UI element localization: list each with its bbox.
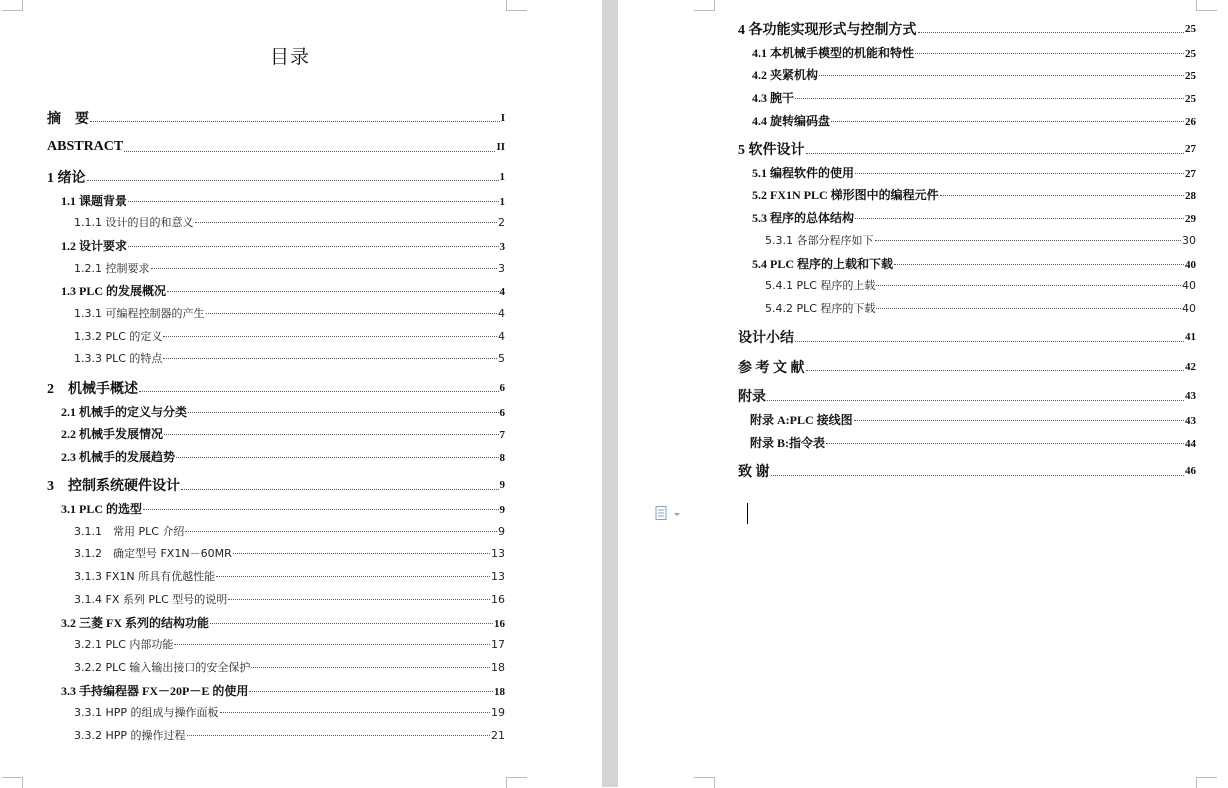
toc-entry-text: 4.3 腕干 [752,90,795,105]
paste-options-icon[interactable] [655,506,685,520]
toc-entry-page-number: 3 [499,240,505,253]
toc-entry-page-number: 8 [499,451,505,464]
toc-dot-leader [128,246,498,247]
toc-entry[interactable] [47,162,505,192]
toc-entry-text: 1.3.3 PLC 的特点 [74,352,163,366]
toc-entry-page-number: 4 [498,306,505,320]
toc-entry[interactable] [738,382,1196,412]
toc-entry[interactable] [47,682,505,705]
toc-dot-leader [806,370,1185,371]
toc-entry-text: ABSTRACT [47,139,124,155]
toc-entry-text: 1.3.1 可编程控制器的产生 [74,306,205,320]
toc-entry-text: 参 考 文 献 [738,360,805,376]
toc-entry-text: 1.3 PLC 的发展概况 [61,284,167,299]
toc-dot-leader [163,336,497,337]
toc-entry[interactable] [47,614,505,637]
toc-entry[interactable] [47,659,505,682]
toc-dot-leader [854,420,1184,421]
toc-entry-text: 致 谢 [738,465,770,481]
toc-entry[interactable] [738,209,1196,232]
toc-dot-leader [124,151,495,152]
toc-list-right [738,14,1196,486]
toc-entry-text: 4.2 夹紧机构 [752,68,819,83]
toc-entry-page-number: 9 [499,479,505,492]
toc-entry[interactable] [738,300,1196,323]
toc-entry[interactable] [738,14,1196,44]
toc-entry[interactable] [738,134,1196,164]
toc-entry-text: 3.3 手持编程器 FX－20P－E 的使用 [61,683,249,698]
toc-entry[interactable] [47,523,505,546]
toc-dot-leader [188,412,498,413]
toc-entry-page-number: 25 [1185,22,1196,35]
toc-entry[interactable] [738,323,1196,353]
toc-entry[interactable] [47,471,505,501]
toc-dot-leader [151,268,498,269]
toc-dot-leader [251,667,490,668]
toc-entry[interactable] [738,232,1196,255]
toc-entry[interactable] [738,112,1196,135]
toc-entry-text: 3 控制系统硬件设计 [47,479,180,495]
toc-entry-page-number: I [500,111,505,124]
toc-dot-leader [210,623,493,624]
toc-dot-leader [876,285,1181,286]
toc-entry-text: 5.3.1 各部分程序如下 [765,233,874,247]
toc-dot-leader [795,341,1184,342]
toc-entry[interactable] [738,411,1196,434]
toc-entry[interactable] [47,727,505,750]
toc-dot-leader [771,475,1185,476]
toc-entry[interactable] [47,568,505,591]
toc-entry[interactable] [47,403,505,426]
toc-entry[interactable] [738,44,1196,67]
toc-dot-leader [164,434,498,435]
toc-dot-leader [806,153,1185,154]
toc-entry-page-number: 46 [1185,465,1196,478]
toc-dot-leader [918,32,1185,33]
toc-entry-page-number: 44 [1185,437,1196,450]
toc-entry[interactable] [47,350,505,373]
toc-dot-leader [831,121,1184,122]
toc-entry[interactable] [47,704,505,727]
toc-entry-text: 3.2.1 PLC 内部功能 [74,638,174,652]
toc-entry-page-number: 26 [1185,115,1196,128]
toc-entry-text: 3.1 PLC 的选型 [61,502,143,517]
toc-entry-page-number: 6 [499,381,505,394]
toc-entry[interactable] [47,448,505,471]
page-corner-mark [506,777,527,788]
toc-dot-leader [128,201,498,202]
toc-entry-text: 设计小结 [738,331,794,347]
toc-dot-leader [228,599,490,600]
toc-entry-page-number: 1 [499,170,505,183]
toc-entry-text: 附录 [738,390,766,406]
toc-entry-text: 1.3.2 PLC 的定义 [74,329,163,343]
toc-entry-page-number: 9 [498,524,505,538]
toc-dot-leader [90,121,500,122]
toc-entry-page-number: 27 [1185,143,1196,155]
toc-entry[interactable] [47,133,505,163]
toc-entry-page-number: 42 [1185,360,1196,373]
toc-entry[interactable] [738,352,1196,382]
toc-entry[interactable] [47,591,505,614]
toc-entry[interactable] [47,237,505,260]
toc-dot-leader [206,313,498,314]
toc-entry-text: 5.2 FX1N PLC 梯形图中的编程元件 [752,188,939,203]
toc-dot-leader [187,735,490,736]
toc-entry-page-number: 5 [498,352,505,366]
toc-entry-text: 4.4 旋转编码盘 [752,113,831,128]
toc-entry-text: 3.2 三菱 FX 系列的结构功能 [61,615,209,630]
toc-dot-leader [216,576,490,577]
toc-entry[interactable] [738,456,1196,486]
toc-dot-leader [185,531,497,532]
toc-entry-page-number: 40 [1182,279,1196,293]
toc-entry[interactable] [47,500,505,523]
toc-entry[interactable] [47,260,505,283]
toc-dot-leader [163,358,497,359]
toc-entry-page-number: 16 [494,617,505,630]
toc-dot-leader [139,391,499,392]
toc-entry-page-number: 18 [491,660,505,674]
toc-entry-page-number: 25 [1185,47,1196,60]
page-corner-mark [694,0,715,11]
toc-entry-text: 3.1.4 FX 系列 PLC 型号的说明 [74,592,228,606]
page-corner-mark [1196,777,1217,788]
page-corner-mark [2,0,23,11]
toc-dot-leader [875,240,1182,241]
toc-entry-text: 1.2 设计要求 [61,238,128,253]
toc-entry[interactable] [738,186,1196,209]
toc-title: 目录 [269,47,310,68]
toc-entry[interactable] [47,103,505,133]
toc-entry-text: 5.4.2 PLC 程序的下载 [765,301,876,315]
toc-entry-text: 3.1.2 确定型号 FX1N－60MR [74,547,232,561]
toc-entry[interactable] [47,328,505,351]
toc-entry-text: 摘 要 [47,111,89,127]
toc-entry-page-number: 4 [498,329,505,343]
toc-entry-text: 2.1 机械手的定义与分类 [61,404,188,419]
toc-entry-text: 4.1 本机械手模型的机能和特性 [752,45,915,60]
toc-entry-page-number: 1 [499,195,505,208]
toc-dot-leader [176,457,498,458]
toc-entry[interactable] [47,545,505,568]
toc-dot-leader [855,173,1184,174]
toc-entry-page-number: 40 [1182,301,1196,315]
toc-entry-page-number: 30 [1182,233,1196,247]
toc-entry[interactable] [47,425,505,448]
toc-entry-page-number: 16 [491,592,505,606]
toc-entry-text: 2.3 机械手的发展趋势 [61,449,176,464]
toc-entry[interactable] [738,255,1196,278]
toc-entry-text: 5 软件设计 [738,143,805,158]
page-corner-mark [2,777,23,788]
toc-entry-page-number: 6 [499,406,505,419]
toc-entry-page-number: 25 [1185,70,1196,83]
toc-entry-page-number: 28 [1185,190,1196,203]
toc-dot-leader [87,180,499,181]
toc-entry-text: 3.1.1 常用 PLC 介绍 [74,524,185,538]
toc-entry[interactable] [738,89,1196,112]
page-gap [602,0,618,787]
toc-dot-leader [233,553,490,554]
toc-entry-page-number: II [496,141,505,154]
toc-entry-text: 5.4.1 PLC 程序的上载 [765,279,876,293]
toc-entry-text: 1 绪论 [47,170,86,186]
toc-dot-leader [167,291,498,292]
toc-entry[interactable] [47,636,505,659]
toc-dot-leader [915,53,1184,54]
page-corner-mark [506,0,527,11]
toc-dot-leader [174,644,490,645]
toc-entry-page-number: 21 [491,728,505,742]
toc-entry[interactable] [738,277,1196,300]
toc-dot-leader [181,489,499,490]
toc-entry-text: 附录 A:PLC 接线图 [750,413,853,428]
toc-entry-page-number: 18 [494,685,505,698]
toc-entry-page-number: 2 [498,216,505,230]
toc-entry[interactable] [738,66,1196,89]
toc-entry-page-number: 29 [1185,213,1196,226]
toc-dot-leader [795,98,1184,99]
toc-entry[interactable] [47,192,505,215]
toc-entry-text: 1.1 课题背景 [61,193,128,208]
toc-dot-leader [940,195,1184,196]
page-corner-mark [694,777,715,788]
toc-entry[interactable] [47,282,505,305]
toc-entry-text: 5.1 编程软件的使用 [752,165,855,180]
toc-list-left [47,103,505,750]
toc-entry-text: 2.2 机械手发展情况 [61,427,164,442]
toc-dot-leader [143,509,498,510]
toc-entry-page-number: 40 [1185,258,1196,271]
toc-entry-page-number: 13 [491,570,505,584]
toc-dot-leader [894,264,1184,265]
toc-entry-page-number: 41 [1185,331,1196,344]
toc-dot-leader [195,222,498,223]
toc-entry-page-number: 43 [1185,415,1196,428]
toc-entry-page-number: 3 [498,261,505,275]
toc-entry-page-number: 27 [1185,167,1196,180]
toc-dot-leader [826,443,1184,444]
page-corner-mark [1196,0,1217,11]
toc-entry-page-number: 13 [491,547,505,561]
toc-dot-leader [249,691,493,692]
toc-entry-page-number: 25 [1185,92,1196,105]
toc-entry-page-number: 19 [491,706,505,720]
toc-entry[interactable] [738,434,1196,457]
toc-entry-text: 4 各功能实现形式与控制方式 [738,22,917,38]
toc-entry-page-number: 17 [491,638,505,652]
toc-dot-leader [220,712,490,713]
toc-entry-text: 1.2.1 控制要求 [74,261,150,275]
toc-dot-leader [855,218,1184,219]
toc-dot-leader [876,308,1181,309]
toc-entry[interactable] [738,164,1196,187]
toc-entry-page-number: 43 [1185,390,1196,403]
toc-entry-text: 3.2.2 PLC 输入输出接口的安全保护 [74,660,251,674]
toc-entry-text: 附录 B:指令表 [750,435,826,450]
text-cursor [747,503,748,524]
toc-dot-leader [767,400,1184,401]
toc-entry-text: 5.3 程序的总体结构 [752,211,855,226]
toc-entry-text: 3.3.2 HPP 的操作过程 [74,728,186,742]
toc-entry-text: 5.4 PLC 程序的上载和下载 [752,256,894,271]
toc-entry-text: 2 机械手概述 [47,381,138,397]
toc-entry[interactable] [47,305,505,328]
toc-entry-text: 3.1.3 FX1N 所具有优越性能 [74,570,216,584]
toc-dot-leader [819,75,1184,76]
toc-entry[interactable] [47,373,505,403]
toc-entry[interactable] [47,214,505,237]
toc-entry-page-number: 4 [499,286,505,299]
toc-entry-page-number: 7 [499,429,505,442]
toc-entry-text: 3.3.1 HPP 的组成与操作面板 [74,706,219,720]
toc-entry-text: 1.1.1 设计的目的和意义 [74,216,194,230]
toc-entry-page-number: 9 [499,504,505,517]
